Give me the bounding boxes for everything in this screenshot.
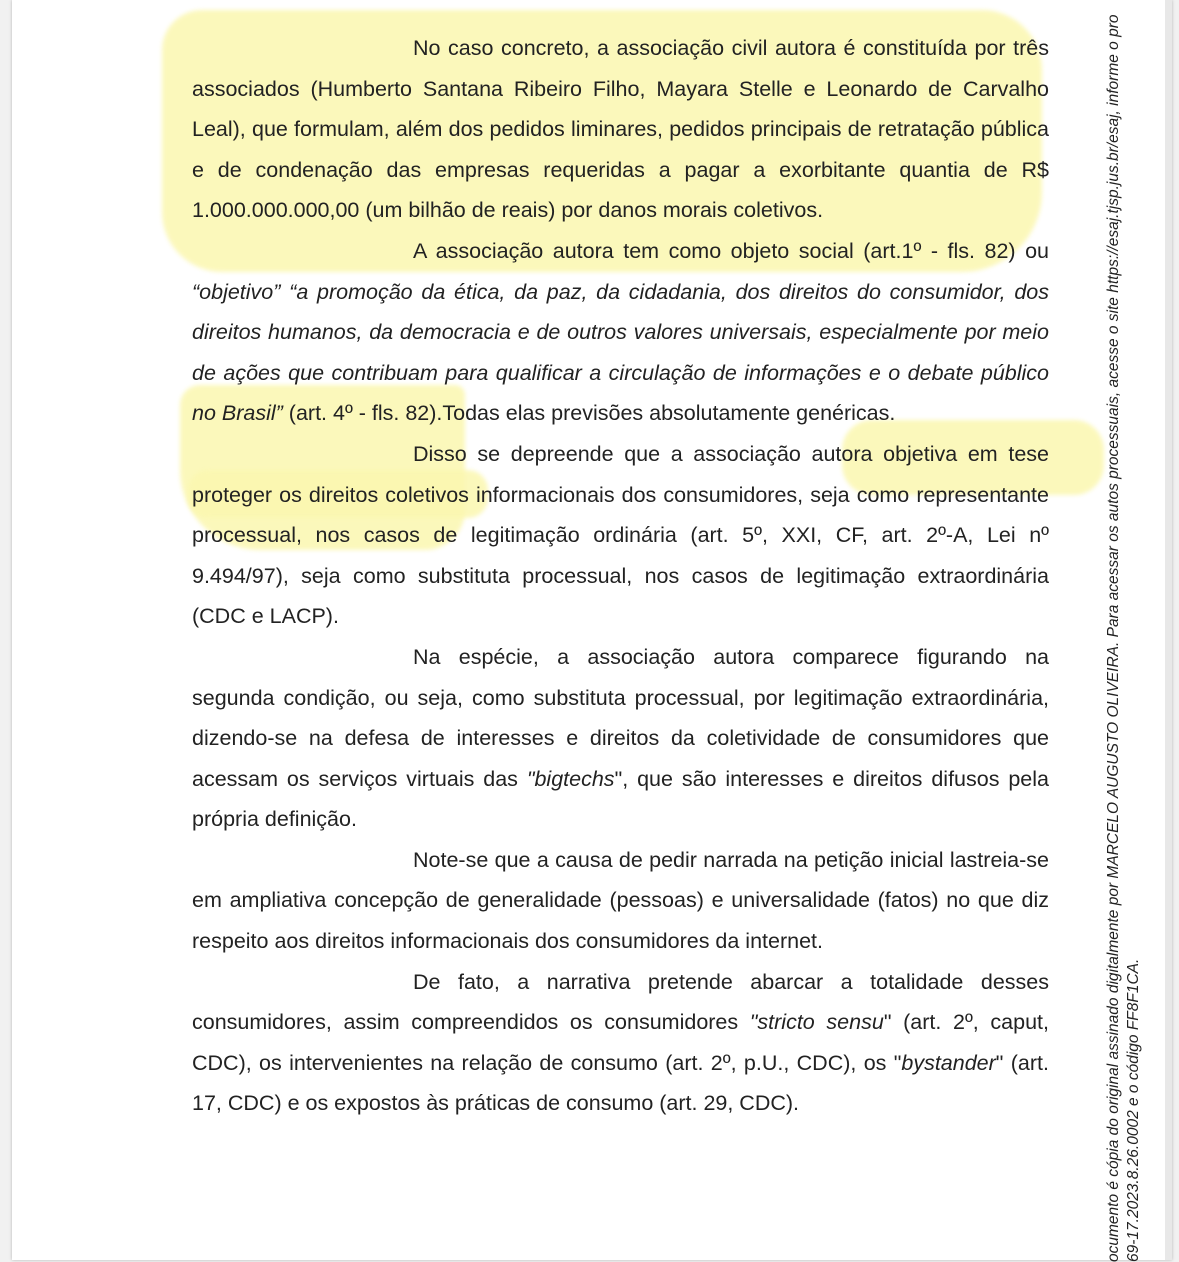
- digital-signature-stamp: [1086, 0, 1136, 1260]
- signature-stamp-line-2: 69-17.2023.8.26.0002 e o código FF8F1CA.: [1125, 959, 1143, 1262]
- paragraph-2-quote: “objetivo” “a promoção da ética, da paz, da cidadania, dos direitos do consumidor, dos direitos humanos, da democracia e de outros valores universais, especialmente por meio de ações que contribuam para qualificar a circulação de informações e o debate público no Brasil”: [192, 280, 1049, 426]
- paragraph-3: Disso se depreende que a associação autora objetiva em tese proteger os direitos coletivos informacionais dos consumidores, seja como representante processual, nos casos de legitimação ordinária (art. 5º, XXI, CF, art. 2º-A, Lei nº 9.494/97), seja como substituta processual, nos casos de legitimação extraordinária (CDC e LACP).: [192, 434, 1049, 637]
- document-body: [192, 28, 1049, 1124]
- paragraph-1: No caso concreto, a associação civil autora é constituída por três associados (Humberto Santana Ribeiro Filho, Mayara Stelle e Leonardo de Carvalho Leal), que formulam, além dos pedidos liminares, pedidos principais de retratação pública e de condenação das empresas requeridas a pagar a exorbitante quantia de R$ 1.000.000.000,00 (um bilhão de reais) por danos morais coletivos.: [192, 28, 1049, 231]
- paragraph-4-term: "bigtechs: [527, 767, 615, 791]
- paragraph-5: Note-se que a causa de pedir narrada na petição inicial lastreia-se em ampliativa concepção de generalidade (pessoas) e universalidade (fatos) no que diz respeito aos direitos informacionais dos consumidores da internet.: [192, 840, 1049, 962]
- paragraph-2-tail: (art. 4º - fls. 82).Todas elas previsões absolutamente genéricas.: [283, 401, 896, 425]
- signature-stamp-line-1: ocumento é cópia do original assinado digitalmente por MARCELO AUGUSTO OLIVEIRA. Para acessar os autos processuais, acesse o site https://esaj.tjsp.jus.br/esaj, informe o pro: [1105, 15, 1123, 1262]
- paragraph-6-text: De fato, a narrativa pretende abarcar a totalidade desses consumidores, assim compreendidos os consumidores: [192, 970, 1049, 1035]
- paragraph-6-term-2: bystander: [901, 1051, 995, 1075]
- paragraph-6: [192, 962, 1049, 1124]
- paragraph-4-tail: ", que são interesses e direitos difusos pela própria definição.: [192, 767, 1049, 832]
- paragraph-6-tail: " (art. 17, CDC) e os expostos às práticas de consumo (art. 29, CDC).: [192, 1051, 1049, 1116]
- page-edge: [1165, 0, 1172, 1260]
- paragraph-6-mid: " (art. 2º, caput, CDC), os intervenientes na relação de consumo (art. 2º, p.U., CDC), os ": [192, 1010, 1049, 1075]
- paragraph-4-text: Na espécie, a associação autora comparece figurando na segunda condição, ou seja, como substituta processual, por legitimação extraordinária, dizendo-se na defesa de interesses e direitos da coletividade de consumidores que acessam os serviços virtuais das: [192, 645, 1049, 791]
- paragraph-2: [192, 231, 1049, 434]
- paragraph-6-term: "stricto sensu: [750, 1010, 884, 1034]
- paragraph-4: [192, 637, 1049, 840]
- paragraph-2-text: A associação autora tem como objeto social (art.1º - fls. 82) ou: [413, 239, 1049, 263]
